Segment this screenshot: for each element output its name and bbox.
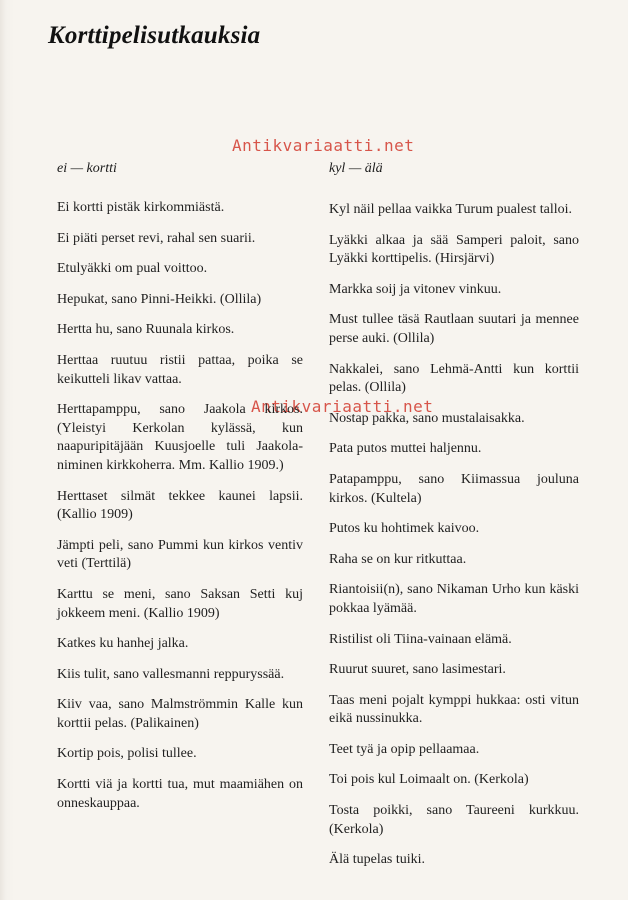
right-entry-list (329, 201, 579, 870)
right-column (329, 159, 579, 882)
saying-entry: Kyl näil pellaa vaikka Turum pualest talloi. (329, 202, 573, 217)
saying-entry: Must tullee täsä Rautlaan suutari ja mennee perse auki. (Ollila) (329, 312, 579, 346)
saying-entry: Jämpti peli, sano Pummi kun kirkos ventiv veti (Terttilä) (57, 537, 303, 572)
left-column (57, 159, 303, 825)
saying-entry: Putos ku hohtimek kaivoo. (329, 521, 480, 537)
saying-entry: Karttu se meni, sano Saksan Setti kuj jokkeem meni. (Kallio 1909) (57, 586, 303, 621)
saying-entry: Tosta poikki, sano Taureeni kurkkuu. (Kerkola) (329, 803, 579, 837)
saying-entry: Taas meni pojalt kymppi hukkaa: osti vitun eikä nussinukka. (329, 692, 579, 727)
saying-entry: Kiis tulit, sano vallesmanni reppuryssää. (57, 666, 285, 682)
saying-entry: Hepukat, sano Pinni-Heikki. (Ollila) (57, 291, 262, 307)
watermark-text-second: Antikvariaatti.net (251, 397, 434, 416)
left-column-heading: ei — kortti (57, 161, 117, 176)
saying-entry: Lyäkki alkaa ja sää Samperi paloit, sano Lyäkki korttipelis. (Hirsjärvi) (329, 232, 579, 267)
saying-entry: Ristilist oli Tiina-vainaan elämä. (329, 631, 512, 647)
saying-entry: Nakkalei, sano Lehmä-Antti kun korttii pelas. (Ollila) (329, 361, 579, 396)
saying-entry: Kortip pois, polisi tullee. (57, 746, 197, 762)
saying-entry: Ei piäti perset revi, rahal sen suarii. (57, 230, 256, 246)
watermark-text: Antikvariaatti.net (232, 136, 415, 155)
saying-entry: Hertta hu, sano Ruunala kirkos. (57, 322, 235, 338)
saying-entry: Älä tupelas tuiki. (329, 852, 426, 868)
saying-entry: Herttaa ruutuu ristii pattaa, poika se keikutteli likav vattaa. (57, 352, 303, 387)
right-column-heading: kyl — älä (329, 161, 383, 176)
saying-entry: Pata putos muttei haljennu. (329, 441, 482, 457)
saying-entry: Nostap pakka, sano mustalaisakka. (329, 410, 525, 426)
saying-entry: Teet tyä ja opip pellaamaa. (329, 741, 480, 757)
saying-entry: Raha se on kur ritkuttaa. (329, 551, 467, 567)
saying-entry: Herttaset silmät tekkee kaunei lapsii. (Kallio 1909) (57, 488, 303, 523)
saying-entry: Riantoisii(n), sano Nikaman Urho kun käski pokkaa lyämää. (329, 582, 579, 616)
left-entry-list (57, 199, 303, 813)
saying-entry: Herttapamppu, sano Jaakola kirkos. (Yleistyi Kerkolan kylässä, kun naapuripitäjään Kuusjoelle tuli Jaakola-niminen kirkkoherra. Mm. Kallio 1909.) (57, 402, 303, 473)
saying-entry: Ruurut suuret, sano lasimestari. (329, 662, 506, 678)
saying-entry: Kiiv vaa, sano Malmströmmin Kalle kun korttii pelas. (Palikainen) (57, 697, 303, 731)
saying-entry: Patapamppu, sano Kiimassua jouluna kirkos. (Kultela) (329, 471, 579, 506)
saying-entry: Markka soij ja vitonev vinkuu. (329, 281, 502, 297)
saying-entry: Etulyäkki om pual voittoo. (57, 261, 208, 277)
saying-entry: Toi pois kul Loimaalt on. (Kerkola) (329, 772, 529, 788)
saying-entry: Ei kortti pistäk kirkommiästä. (57, 200, 225, 215)
page-title: Korttipelisutkauksia (48, 22, 261, 49)
saying-entry: Kortti viä ja kortti tua, mut maamiähen on onneskauppaa. (57, 777, 303, 811)
saying-entry: Katkes ku hanhej jalka. (57, 636, 189, 652)
